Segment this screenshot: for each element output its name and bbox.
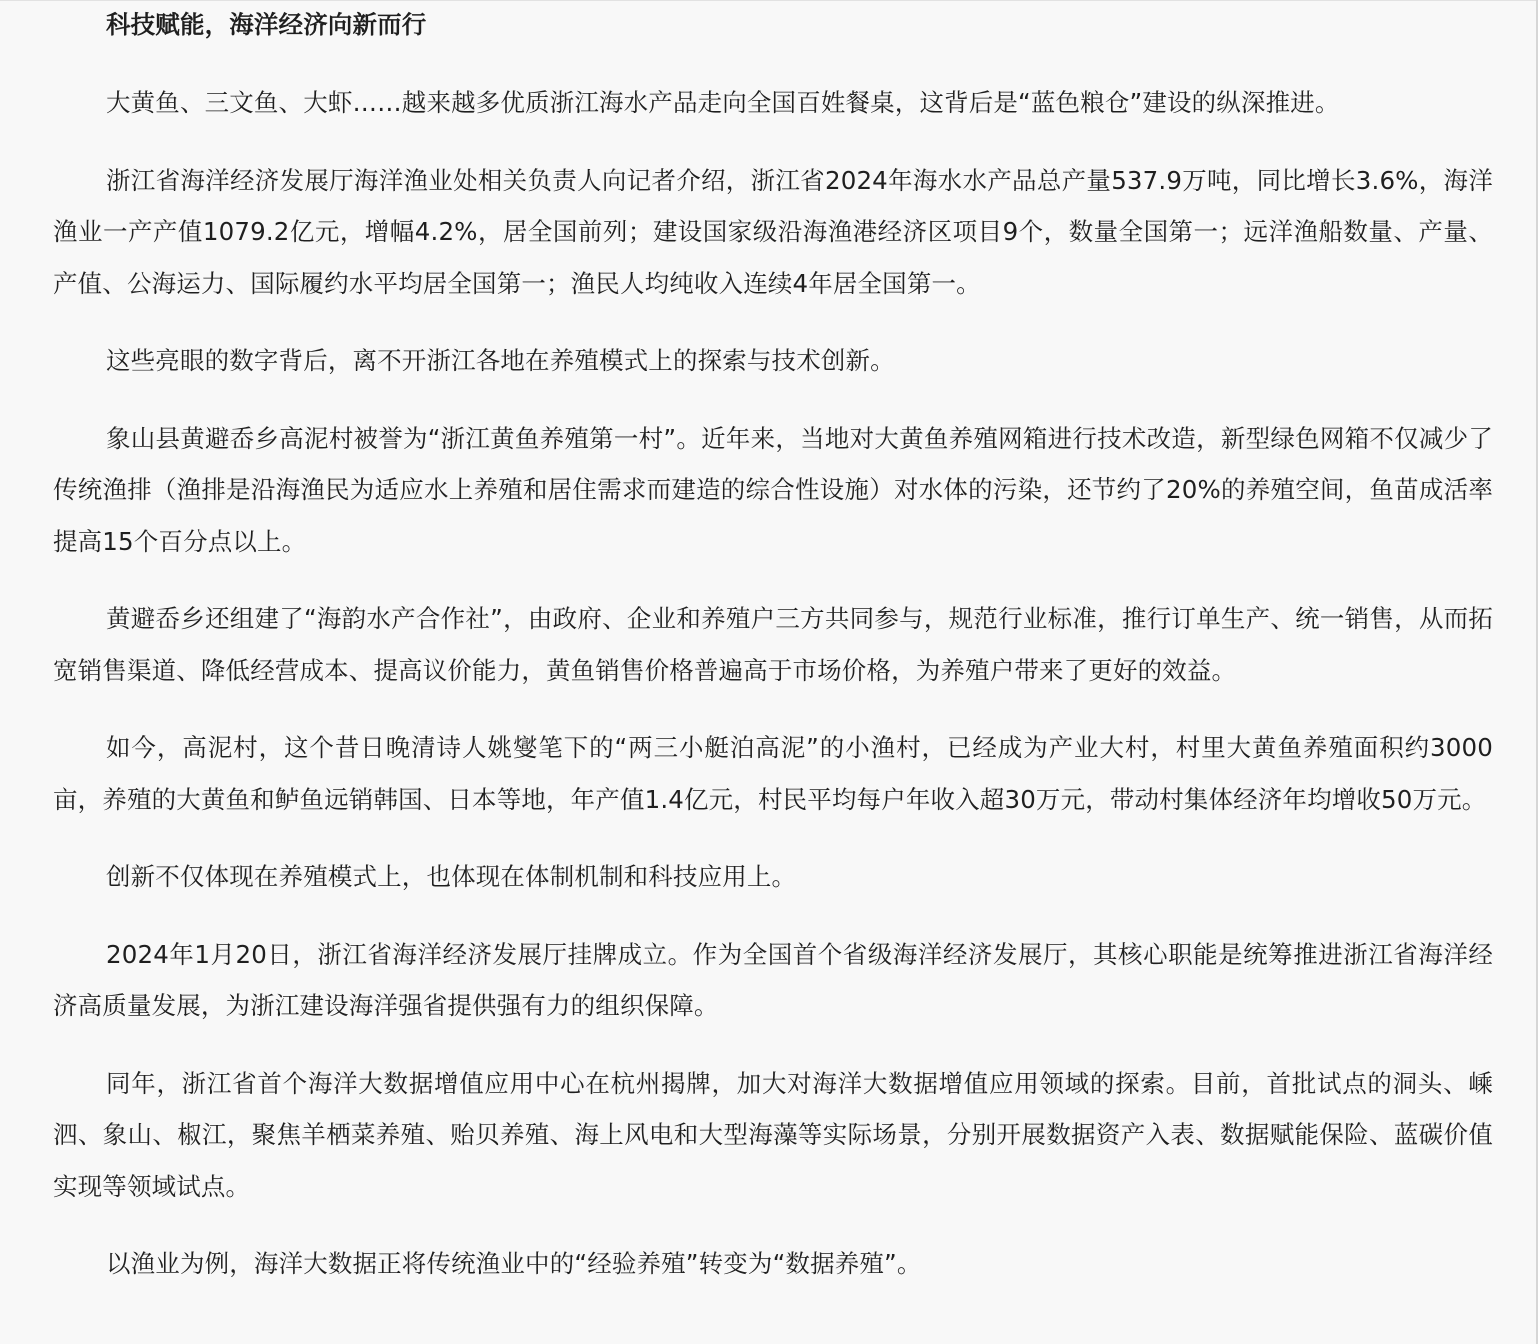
- paragraph-4: 象山县黄避岙乡高泥村被誉为“浙江黄鱼养殖第一村”。近年来，当地对大黄鱼养殖网箱进行技术改造，新型绿色网箱不仅减少了传统渔排（渔排是沿海渔民为适应水上养殖和居住需求而建造的综合性设施）对水体的污染，还节约了20%的养殖空间，鱼苗成活率提高15个百分点以上。: [53, 423, 1493, 556]
- paragraph-9: 同年，浙江省首个海洋大数据增值应用中心在杭州揭牌，加大对海洋大数据增值应用领域的探索。目前，首批试点的洞头、嵊泗、象山、椒江，聚焦羊栖菜养殖、贻贝养殖、海上风电和大型海藻等实际场景，分别开展数据资产入表、数据赋能保险、蓝碳价值实现等领域试点。: [53, 1068, 1493, 1201]
- paragraph-1: 大黄鱼、三文鱼、大虾……越来越多优质浙江海水产品走向全国百姓餐桌，这背后是“蓝色粮仓”建设的纵深推进。: [106, 88, 1340, 117]
- paragraph-3: 这些亮眼的数字背后，离不开浙江各地在养殖模式上的探索与技术创新。: [106, 346, 895, 375]
- paragraph-10: 以渔业为例，海洋大数据正将传统渔业中的“经验养殖”转变为“数据养殖”。: [106, 1249, 922, 1278]
- paragraph-8: 2024年1月20日，浙江省海洋经济发展厅挂牌成立。作为全国首个省级海洋经济发展厅，其核心职能是统筹推进浙江省海洋经济高质量发展，为浙江建设海洋强省提供强有力的组织保障。: [53, 939, 1493, 1020]
- paragraph-6: 如今，高泥村，这个昔日晚清诗人姚燮笔下的“两三小艇泊高泥”的小渔村，已经成为产业大村，村里大黄鱼养殖面积约3000亩，养殖的大黄鱼和鲈鱼远销韩国、日本等地，年产值1.4亿元，村民平均每户年收入超30万元，带动村集体经济年均增收50万元。: [53, 733, 1493, 814]
- paragraph-5: 黄避岙乡还组建了“海韵水产合作社”，由政府、企业和养殖户三方共同参与，规范行业标准，推行订单生产、统一销售，从而拓宽销售渠道、降低经营成本、提高议价能力，黄鱼销售价格普遍高于市场价格，为养殖户带来了更好的效益。: [53, 604, 1493, 685]
- section-heading: 科技赋能，海洋经济向新而行: [106, 10, 427, 39]
- paragraph-7: 创新不仅体现在养殖模式上，也体现在体制机制和科技应用上。: [106, 862, 797, 891]
- article-body: [53, 0, 1493, 1290]
- paragraph-2: 浙江省海洋经济发展厅海洋渔业处相关负责人向记者介绍，浙江省2024年海水水产品总产量537.9万吨，同比增长3.6%，海洋渔业一产产值1079.2亿元，增幅4.2%，居全国前列；建设国家级沿海渔港经济区项目9个，数量全国第一；远洋渔船数量、产量、产值、公海运力、国际履约水平均居全国第一；渔民人均纯收入连续4年居全国第一。: [53, 165, 1493, 298]
